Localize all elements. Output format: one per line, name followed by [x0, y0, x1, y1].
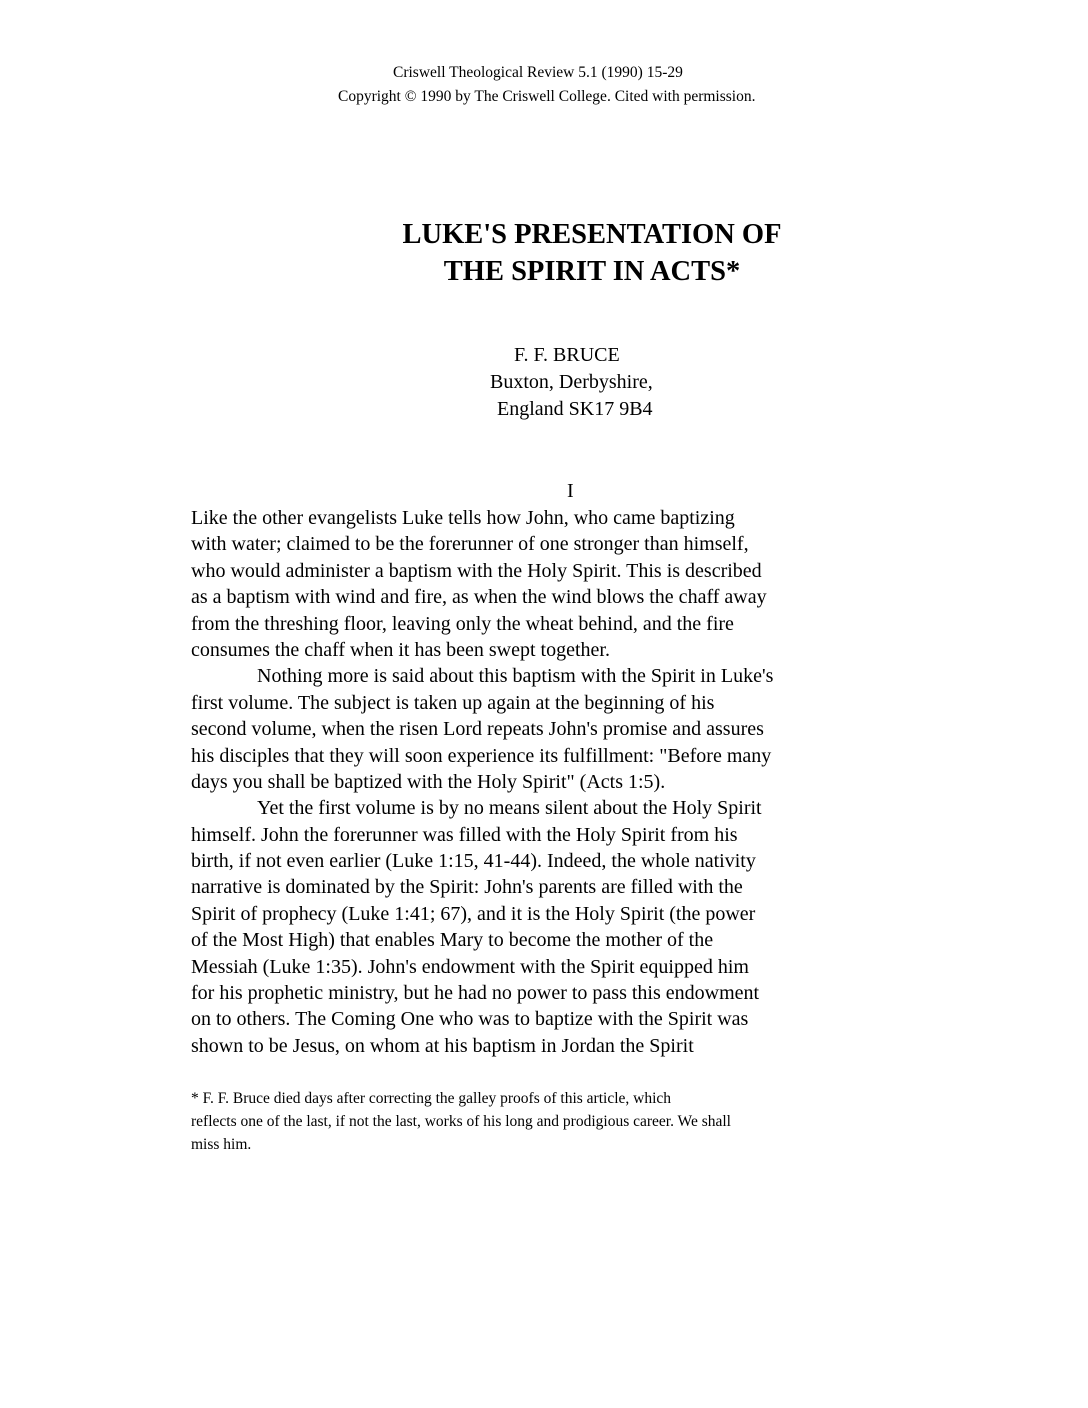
body-text	[191, 505, 881, 1059]
body-line: birth, if not even earlier (Luke 1:15, 41-44). Indeed, the whole nativity	[191, 850, 756, 873]
body-line: narrative is dominated by the Spirit: John's parents are filled with the	[191, 876, 743, 899]
body-line: on to others. The Coming One who was to baptize with the Spirit was	[191, 1008, 749, 1031]
body-line: Yet the first volume is by no means silent about the Holy Spirit	[257, 797, 762, 820]
author-address-line-1: Buxton, Derbyshire,	[490, 371, 653, 393]
body-line: his disciples that they will soon experience its fulfillment: "Before many	[191, 744, 772, 767]
body-line: days you shall be baptized with the Holy Spirit" (Acts 1:5).	[191, 770, 666, 793]
body-line: Like the other evangelists Luke tells how John, who came baptizing	[191, 507, 735, 529]
author-name: F. F. BRUCE	[514, 344, 620, 366]
footnote	[191, 1087, 911, 1156]
article-title-line-2: THE SPIRIT IN ACTS*	[443, 256, 741, 287]
body-line: for his prophetic ministry, but he had no power to pass this endowment	[191, 982, 760, 1005]
footnote-line-1: * F. F. Bruce died days after correcting the galley proofs of this article, which	[191, 1090, 672, 1107]
body-line: second volume, when the risen Lord repeats John's promise and assures	[191, 718, 764, 741]
body-line: Nothing more is said about this baptism with the Spirit in Luke's	[257, 665, 774, 688]
article-title-line-1: LUKE'S PRESENTATION OF	[402, 219, 782, 250]
body-line: first volume. The subject is taken up again at the beginning of his	[191, 691, 715, 714]
footnote-line-2: reflects one of the last, if not the last, works of his long and prodigious career. We shall	[191, 1113, 731, 1130]
copyright-notice: Copyright © 1990 by The Criswell College. Cited with permission.	[338, 88, 756, 105]
body-line: as a baptism with wind and fire, as when the wind blows the chaff away	[191, 586, 767, 609]
footnote-line-3: miss him.	[191, 1136, 252, 1153]
body-line: Messiah (Luke 1:35). John's endowment with the Spirit equipped him	[191, 955, 749, 978]
section-number: I	[567, 480, 574, 502]
body-line: with water; claimed to be the forerunner of one stronger than himself,	[191, 533, 749, 556]
body-line: from the threshing floor, leaving only the wheat behind, and the fire	[191, 612, 734, 635]
body-line: shown to be Jesus, on whom at his baptism in Jordan the Spirit	[191, 1034, 694, 1057]
body-line: who would administer a baptism with the Holy Spirit. This is described	[191, 559, 762, 582]
journal-citation: Criswell Theological Review 5.1 (1990) 15-29	[393, 64, 683, 81]
body-line: Spirit of prophecy (Luke 1:41; 67), and it is the Holy Spirit (the power	[191, 902, 756, 925]
body-line: of the Most High) that enables Mary to become the mother of the	[191, 929, 714, 952]
body-line: himself. John the forerunner was filled with the Holy Spirit from his	[191, 823, 738, 846]
body-line: consumes the chaff when it has been swept together.	[191, 638, 610, 661]
author-address-line-2: England SK17 9B4	[497, 398, 653, 420]
article-title	[292, 216, 892, 290]
